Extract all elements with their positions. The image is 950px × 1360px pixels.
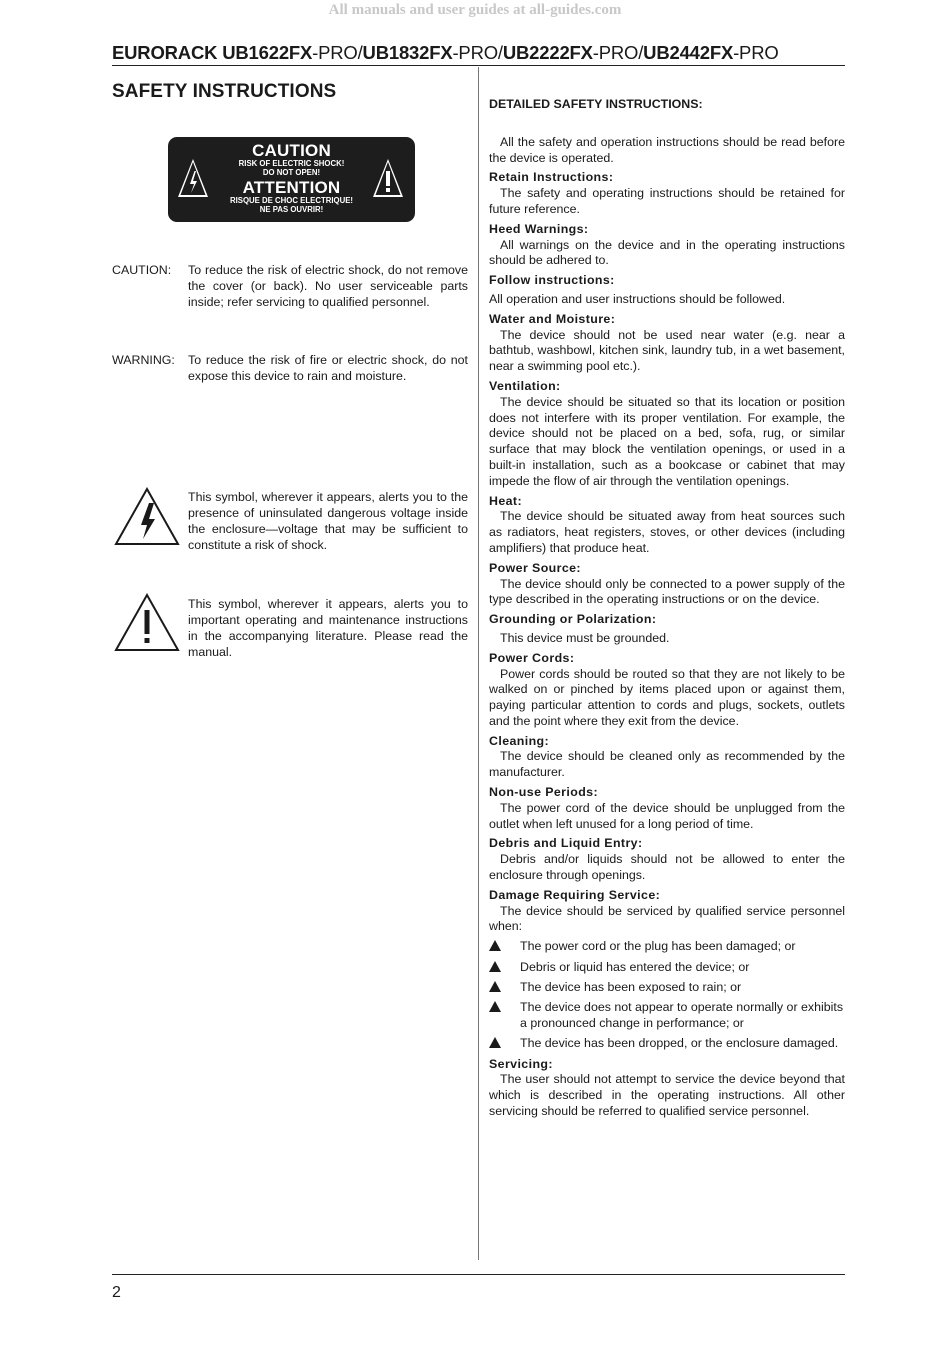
header-model-3: UB2222FX xyxy=(502,42,593,63)
header-model-2: UB1832FX xyxy=(362,42,453,63)
header-model-4: UB2442FX xyxy=(643,42,734,63)
instruction-item xyxy=(489,273,845,308)
instruction-text: The power cord of the device should be unplugged from the outlet when left unused for a long period of time. xyxy=(489,800,845,831)
instruction-text: All warnings on the device and in the operating instructions should be adhered to. xyxy=(489,237,845,268)
instruction-item xyxy=(489,612,845,647)
header-divider xyxy=(112,65,845,66)
instruction-item xyxy=(489,312,845,375)
header-suffix-4: -PRO xyxy=(733,42,779,63)
detailed-safety-instructions xyxy=(489,97,845,1124)
instruction-item xyxy=(489,494,845,557)
instruction-heading: Heed Warnings: xyxy=(489,221,589,236)
lightning-triangle-icon xyxy=(114,487,180,547)
instruction-item xyxy=(489,785,845,832)
caution-warning-label xyxy=(168,137,415,222)
instruction-item xyxy=(489,379,845,490)
list-item: The device has been dropped, or the enclosure damaged. xyxy=(489,1036,845,1052)
instruction-heading: Debris and Liquid Entry: xyxy=(489,836,643,851)
lightning-warning-icon xyxy=(176,157,210,199)
instruction-item xyxy=(489,888,845,935)
list-item: Debris or liquid has entered the device; or xyxy=(489,960,845,976)
instruction-text: The device should not be used near water (e.g. near a bathtub, washbowl, kitchen sink, laundry tub, in a wet basement, near a swimming pool etc.). xyxy=(489,327,845,374)
attention-heading: ATTENTION xyxy=(242,178,341,197)
instruction-heading: Power Source: xyxy=(489,560,581,575)
instruction-text: This device must be grounded. xyxy=(500,630,670,645)
warning-text: To reduce the risk of fire or electric shock, do not expose this device to rain and moisture. xyxy=(188,353,468,383)
exclamation-warning-icon xyxy=(371,157,405,199)
triangle-bullet-icon xyxy=(489,961,501,972)
instruction-heading: Grounding or Polarization: xyxy=(489,612,657,627)
instruction-item xyxy=(489,561,845,608)
caution-term: CAUTION: xyxy=(112,263,172,277)
caution-line-1: RISK OF ELECTRIC SHOCK! xyxy=(238,159,345,168)
triangle-bullet-icon xyxy=(489,1037,501,1048)
instruction-item xyxy=(489,170,845,217)
instruction-heading: Water and Moisture: xyxy=(489,311,616,326)
exclamation-symbol-text: This symbol, wherever it appears, alerts you to important operating and maintenance instructions in the accompanying literature. Please read the manual. xyxy=(188,597,468,659)
instruction-heading: Ventilation: xyxy=(489,378,561,393)
caution-text: To reduce the risk of electric shock, do not remove the cover (or back). No user serviceable parts inside; refer servicing to qualified personnel. xyxy=(188,263,468,309)
exclamation-triangle-icon xyxy=(114,593,180,653)
instruction-heading: Damage Requiring Service: xyxy=(489,887,661,902)
header-suffix-3: -PRO/ xyxy=(592,42,644,63)
header-suffix-1: -PRO/ xyxy=(312,42,363,63)
instruction-text: The device should be serviced by qualified service personnel when: xyxy=(489,903,845,934)
warning-term: WARNING: xyxy=(112,353,175,367)
instruction-item xyxy=(489,651,845,730)
triangle-bullet-icon xyxy=(489,1001,501,1012)
triangle-bullet-icon xyxy=(489,940,501,951)
instruction-text: The device should only be connected to a power supply of the type described in the operating instructions or on the device. xyxy=(489,576,845,607)
instruction-text: Power cords should be routed so that they are not likely to be walked on or pinched by items placed upon or against them, paying particular attention to cords and plugs, sockets, outlets and the point where they exit from the device. xyxy=(489,666,845,728)
column-divider xyxy=(478,67,479,1260)
section-title: SAFETY INSTRUCTIONS xyxy=(112,81,337,102)
header-suffix-2: -PRO/ xyxy=(452,42,503,63)
instruction-text: The device should be situated away from heat sources such as radiators, heat registers, stoves, or other devices (including amplifiers) that produce heat. xyxy=(489,509,845,555)
instruction-heading: Heat: xyxy=(489,493,522,508)
instruction-heading: Servicing: xyxy=(489,1056,553,1071)
triangle-bullet-icon xyxy=(489,981,501,992)
instruction-text: The device should be situated so that its location or position does not interfere with its proper ventilation. For example, the device should not be placed on a bed, sofa, rug, or similar surface that may block the ventilation openings, or used in a built-in installation, such as a bookcase or cabinet that may impede the flow of air through the ventilation openings. xyxy=(489,394,845,488)
caution-heading: CAUTION xyxy=(252,141,331,160)
instruction-heading: Follow instructions: xyxy=(489,273,615,288)
instruction-heading: Retain Instructions: xyxy=(489,170,614,185)
list-item: The device has been exposed to rain; or xyxy=(489,980,845,996)
instruction-heading: Power Cords: xyxy=(489,650,575,665)
caution-line-2: DO NOT OPEN! xyxy=(262,168,321,177)
instruction-heading: Non-use Periods: xyxy=(489,785,598,800)
attention-line-2: NE PAS OUVRIR! xyxy=(259,205,324,214)
footer-divider xyxy=(112,1274,845,1275)
attention-line-1: RISQUE DE CHOC ELECTRIQUE! xyxy=(229,196,354,205)
instruction-text: The user should not attempt to service the device beyond that which is described in the operating instructions. All other servicing should be referred to qualified service personnel. xyxy=(489,1072,845,1118)
instruction-text: The device should be cleaned only as recommended by the manufacturer. xyxy=(489,749,845,780)
instruction-item xyxy=(489,1057,845,1120)
instruction-text: All operation and user instructions should be followed. xyxy=(489,291,786,306)
header-model-1: EURORACK UB1622FX xyxy=(112,42,313,63)
instruction-heading: Cleaning: xyxy=(489,733,550,748)
instruction-item xyxy=(489,836,845,883)
lightning-symbol-text: This symbol, wherever it appears, alerts you to the presence of uninsulated dangerous voltage inside the enclosure—voltage that may be sufficient to constitute a risk of shock. xyxy=(188,490,468,552)
instruction-item xyxy=(489,222,845,269)
instruction-text: Debris and/or liquids should not be allowed to enter the enclosure through openings. xyxy=(489,852,845,883)
intro-text: All the safety and operation instructions should be read before the device is operated. xyxy=(489,134,845,165)
instruction-text: The safety and operating instructions should be retained for future reference. xyxy=(489,186,845,216)
detailed-heading: DETAILED SAFETY INSTRUCTIONS: xyxy=(489,97,703,111)
page-number: 2 xyxy=(112,1284,121,1301)
list-item: The power cord or the plug has been damaged; or xyxy=(489,939,845,955)
document-header-title xyxy=(112,42,779,64)
instruction-item xyxy=(489,734,845,781)
service-conditions-list xyxy=(489,939,845,1052)
watermark: All manuals and user guides at all-guides.com xyxy=(328,2,622,18)
list-item: The device does not appear to operate normally or exhibits a pronounced change in performance; or xyxy=(489,1000,845,1032)
